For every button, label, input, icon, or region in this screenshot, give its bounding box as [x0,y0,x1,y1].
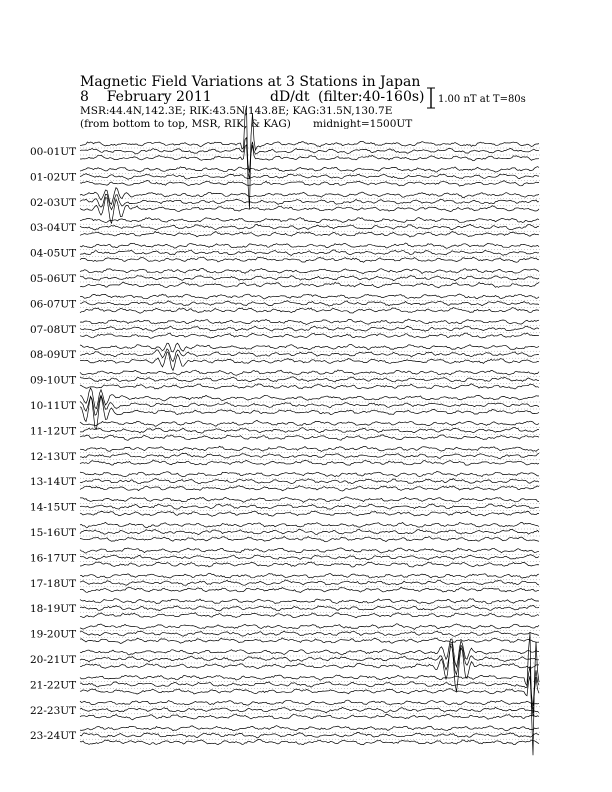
trace-rik [80,224,539,230]
trace-msr [80,624,539,630]
trace-msr [80,599,539,604]
row-label: 09-10UT [30,374,77,387]
trace-kag [80,714,539,720]
trace-kag [80,587,539,592]
trace-msr [80,167,539,173]
trace-rik [80,349,539,362]
trace-kag [80,638,539,644]
hour-row [30,573,540,592]
trace-msr [80,343,539,352]
row-label: 10-11UT [30,400,77,412]
row-label: 07-08UT [30,323,77,336]
hour-row [30,446,540,465]
trace-rows [30,106,540,756]
row-label: 08-09UT [30,349,77,362]
trace-kag [80,562,539,567]
row-label: 06-07UT [30,298,77,311]
trace-msr [80,471,539,476]
row-label: 11-12UT [30,425,77,438]
chart-filter: (filter:40-160s) [318,89,425,105]
row-label: 19-20UT [30,628,77,641]
trace-msr [80,319,539,324]
trace-rik [80,276,539,281]
chart-date: 8 February 2011 [80,89,212,105]
trace-msr [80,522,539,527]
trace-rik [80,606,539,612]
hour-row [30,420,540,440]
trace-msr [80,370,539,376]
trace-rik [80,194,539,209]
row-label: 17-18UT [30,577,77,590]
station-coordinates: MSR:44.4N,142.3E; RIK:43.5N,143.8E; KAG:31.5N,130.7E [80,105,393,117]
trace-kag [80,740,539,745]
chart-component: dD/dt [270,89,310,105]
chart-title: Magnetic Field Variations at 3 Stations in Japan [80,74,421,90]
row-label: 05-06UT [30,273,77,285]
hour-row [30,471,540,491]
row-label: 00-01UT [30,146,77,158]
trace-kag [80,282,539,288]
trace-msr [80,700,539,705]
row-label: 02-03UT [30,196,77,209]
hour-row [30,624,540,644]
trace-rik [80,326,539,331]
trace-rik [80,301,539,306]
row-label: 03-04UT [30,222,77,235]
row-label: 15-16UT [30,527,77,539]
row-label: 14-15UT [30,501,77,514]
trace-msr [80,639,539,667]
hour-row [30,700,540,720]
hour-row [30,319,540,338]
trace-rik [80,250,539,256]
hour-row [30,294,540,313]
trace-msr [80,548,539,553]
hour-row [30,243,540,262]
scale-bar-label: 1.00 nT at T=80s [438,94,526,105]
trace-rik [80,580,539,585]
trace-kag [80,257,539,262]
hour-row [30,522,540,542]
hour-row [30,548,540,567]
trace-kag [80,333,539,338]
trace-rik [80,732,539,738]
row-label: 21-22UT [30,679,77,692]
hour-row [30,268,540,287]
trace-msr [80,420,539,426]
trace-msr [80,294,539,299]
trace-msr [80,726,539,731]
trace-kag [80,486,539,491]
row-label: 22-23UT [30,704,77,717]
midnight-note: midnight=1500UT [313,118,413,130]
row-label: 13-14UT [30,476,77,489]
row-label: 12-13UT [30,450,77,463]
row-label: 16-17UT [30,552,77,565]
trace-msr [80,446,539,451]
trace-msr [80,243,539,248]
trace-rik [80,377,539,382]
hour-row [30,218,540,238]
trace-msr [80,268,539,273]
trace-rik [80,631,539,636]
row-label: 18-19UT [30,603,77,616]
trace-rik [80,479,539,484]
row-label: 04-05UT [30,247,77,260]
trace-kag [80,460,539,465]
trace-rik [80,453,539,458]
trace-rik [80,555,539,560]
trace-kag [80,181,539,187]
trace-rik [80,395,539,415]
hour-row [30,726,540,745]
scale-bar [427,88,435,108]
station-order-note: (from bottom to top, MSR, RIK, & KAG) [80,118,291,130]
trace-kag [80,511,539,516]
hour-row [30,167,540,187]
trace-rik [80,529,539,535]
trace-kag [80,613,539,618]
trace-rik [80,504,539,509]
hour-row [30,639,540,692]
row-label: 20-21UT [30,654,77,666]
trace-msr [80,573,539,578]
trace-kag [80,435,539,441]
trace-rik [80,174,539,180]
hour-row [30,599,540,618]
hour-row [30,188,540,224]
trace-rik [80,428,539,434]
row-label: 23-24UT [30,730,77,743]
hour-row [30,497,540,516]
trace-kag [80,232,539,238]
row-label: 01-02UT [30,171,77,184]
trace-kag [80,537,539,542]
hour-row [30,343,540,370]
trace-msr [80,497,539,502]
trace-kag [80,384,539,389]
trace-msr [80,218,539,223]
hour-row [30,370,540,389]
trace-kag [80,308,539,314]
trace-rik [80,707,539,713]
